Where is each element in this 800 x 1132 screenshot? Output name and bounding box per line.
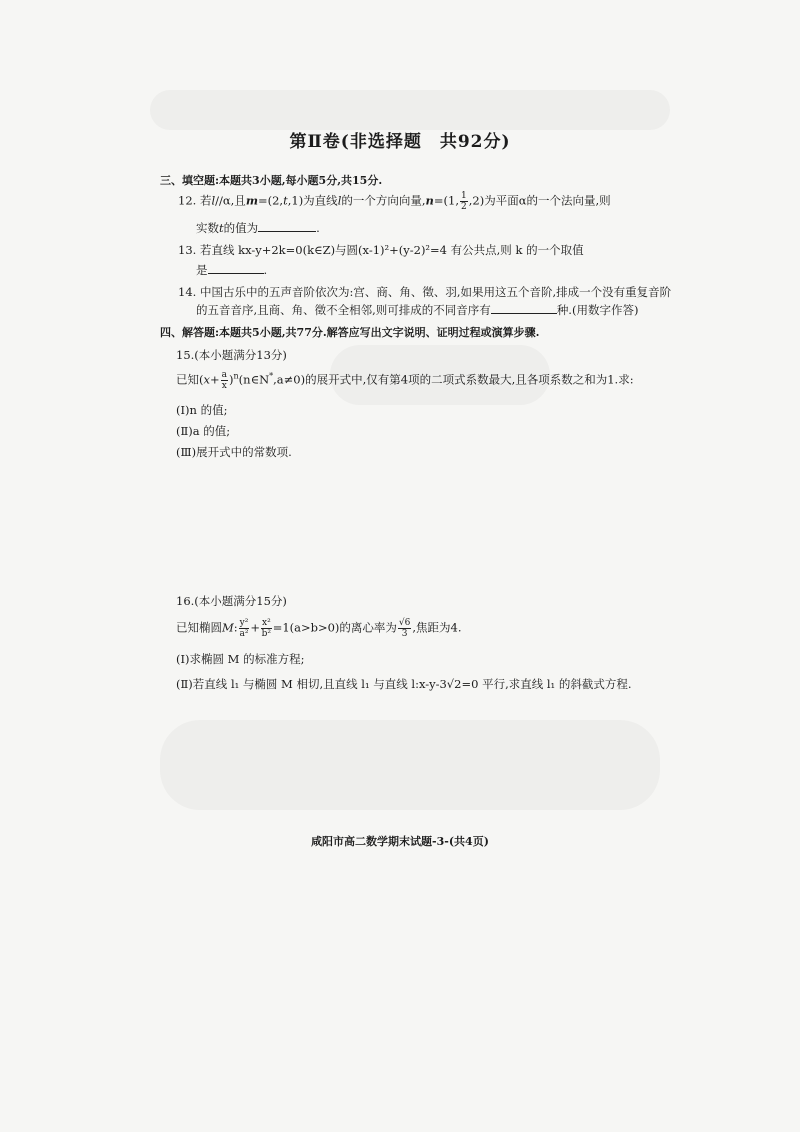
text: 的五音音序,且商、角、徵不全相邻,则可排成的不同音序有 [196, 303, 491, 317]
text: 已知椭圆 [176, 620, 222, 635]
question-15-stem [176, 370, 634, 391]
text: =(2, [257, 193, 284, 208]
question-15-part-2 [176, 423, 230, 439]
text: n∈N [243, 372, 270, 387]
text: 已知( [176, 372, 204, 387]
text: m [245, 193, 258, 208]
fraction-sqrt6-over-3 [398, 618, 411, 639]
text: + [250, 620, 260, 635]
part-text: a 的值; [192, 424, 231, 438]
fraction-numerator: y² [239, 618, 249, 628]
section-3-heading: 三、填空题:本题共3小题,每小题5分,共15分. [160, 174, 383, 187]
text: 是 [196, 263, 208, 277]
text: //α,且 [215, 193, 246, 208]
text: l [211, 193, 216, 208]
text: ,1)为直线 [287, 193, 338, 208]
text: x [203, 372, 210, 387]
part-text: 若直线 l₁ 与椭圆 M 相切,且直线 l₁ 与直线 l:x-y-3√2=0 平行,求直线 l₁ 的斜截式方程. [192, 677, 632, 691]
text: 12. 若 [178, 193, 212, 208]
text: t [283, 193, 288, 208]
part-label: (Ⅱ) [176, 677, 193, 691]
part-text: 求椭圆 M 的标准方程; [189, 652, 305, 666]
question-16-part-2 [176, 676, 631, 692]
fraction-a-over-x [221, 370, 228, 391]
part-text: n 的值; [189, 403, 228, 417]
scan-smudge [150, 90, 670, 130]
text: ( [238, 372, 244, 387]
fraction-x2-over-b2 [261, 618, 272, 639]
fraction-denominator: 2 [461, 202, 467, 212]
text: ,a≠0)的展开式中,仅有第4项的二项式系数最大,且各项系数之和为1.求: [273, 372, 634, 387]
fraction-numerator: x² [262, 618, 271, 628]
fraction-numerator: √6 [398, 618, 411, 628]
answer-blank[interactable] [491, 302, 557, 314]
part-text: 展开式中的常数项. [196, 445, 292, 459]
fraction-y2-over-a2 [239, 618, 250, 639]
text: n [425, 193, 434, 208]
part-label: (Ⅰ) [176, 403, 190, 417]
fraction-one-half [460, 191, 468, 212]
exponent: n [233, 371, 239, 381]
question-15-header: 15.(本小题满分13分) [176, 348, 287, 362]
text: =1(a>b>0)的离心率为 [272, 620, 397, 635]
text: t [219, 221, 224, 235]
text: . [263, 263, 268, 277]
text: =(1, [433, 193, 460, 208]
scan-smudge [160, 720, 660, 810]
part-label: (Ⅱ) [176, 424, 193, 438]
question-15-part-1 [176, 402, 227, 418]
question-16-header: 16.(本小题满分15分) [176, 594, 287, 608]
fraction-denominator: x [221, 381, 227, 391]
page-footer: 咸阳市高二数学期末试题-3-(共4页) [311, 835, 489, 848]
answer-blank[interactable] [208, 262, 264, 274]
fraction-numerator: 1 [461, 191, 467, 201]
superscript: * [269, 371, 274, 381]
question-13-line-2 [196, 262, 267, 278]
text: 的一个方向向量, [341, 193, 426, 208]
question-13-line-1: 13. 若直线 kx-y+2k=0(k∈Z)与圆(x-1)²+(y-2)²=4 有公共点,则 k 的一个取值 [178, 243, 584, 257]
text: : [233, 620, 238, 635]
question-14-line-2 [196, 302, 638, 318]
question-12-line-1 [178, 191, 611, 212]
text: 实数 [196, 221, 219, 235]
question-16-part-1 [176, 651, 305, 667]
part-label: (Ⅰ) [176, 652, 190, 666]
text: M [222, 620, 234, 635]
text: + [210, 372, 220, 387]
text: l [337, 193, 342, 208]
part-label: (Ⅲ) [176, 445, 197, 459]
question-16-stem [176, 618, 462, 639]
text: ) [229, 372, 234, 387]
fraction-numerator: a [221, 370, 228, 380]
text: 的值为 [223, 221, 259, 235]
answer-blank[interactable] [258, 220, 316, 232]
fraction-denominator: b² [261, 629, 272, 639]
question-15-part-3 [176, 444, 292, 460]
section-4-heading: 四、解答题:本题共5小题,共77分.解答应写出文字说明、证明过程或演算步骤. [160, 326, 540, 339]
page-title: 第Ⅱ卷(非选择题 共92分) [289, 132, 511, 152]
fraction-denominator: a² [239, 629, 249, 639]
text: 种.(用数字作答) [556, 303, 639, 317]
question-14-line-1: 14. 中国古乐中的五声音阶依次为:宫、商、角、徵、羽,如果用这五个音阶,排成一个没有重复音阶 [178, 285, 672, 299]
text: . [316, 221, 320, 235]
text: ,2)为平面α的一个法向量,则 [468, 193, 611, 208]
question-12-line-2 [196, 220, 320, 236]
fraction-denominator: 3 [401, 629, 408, 639]
text: ,焦距为4. [412, 620, 462, 635]
